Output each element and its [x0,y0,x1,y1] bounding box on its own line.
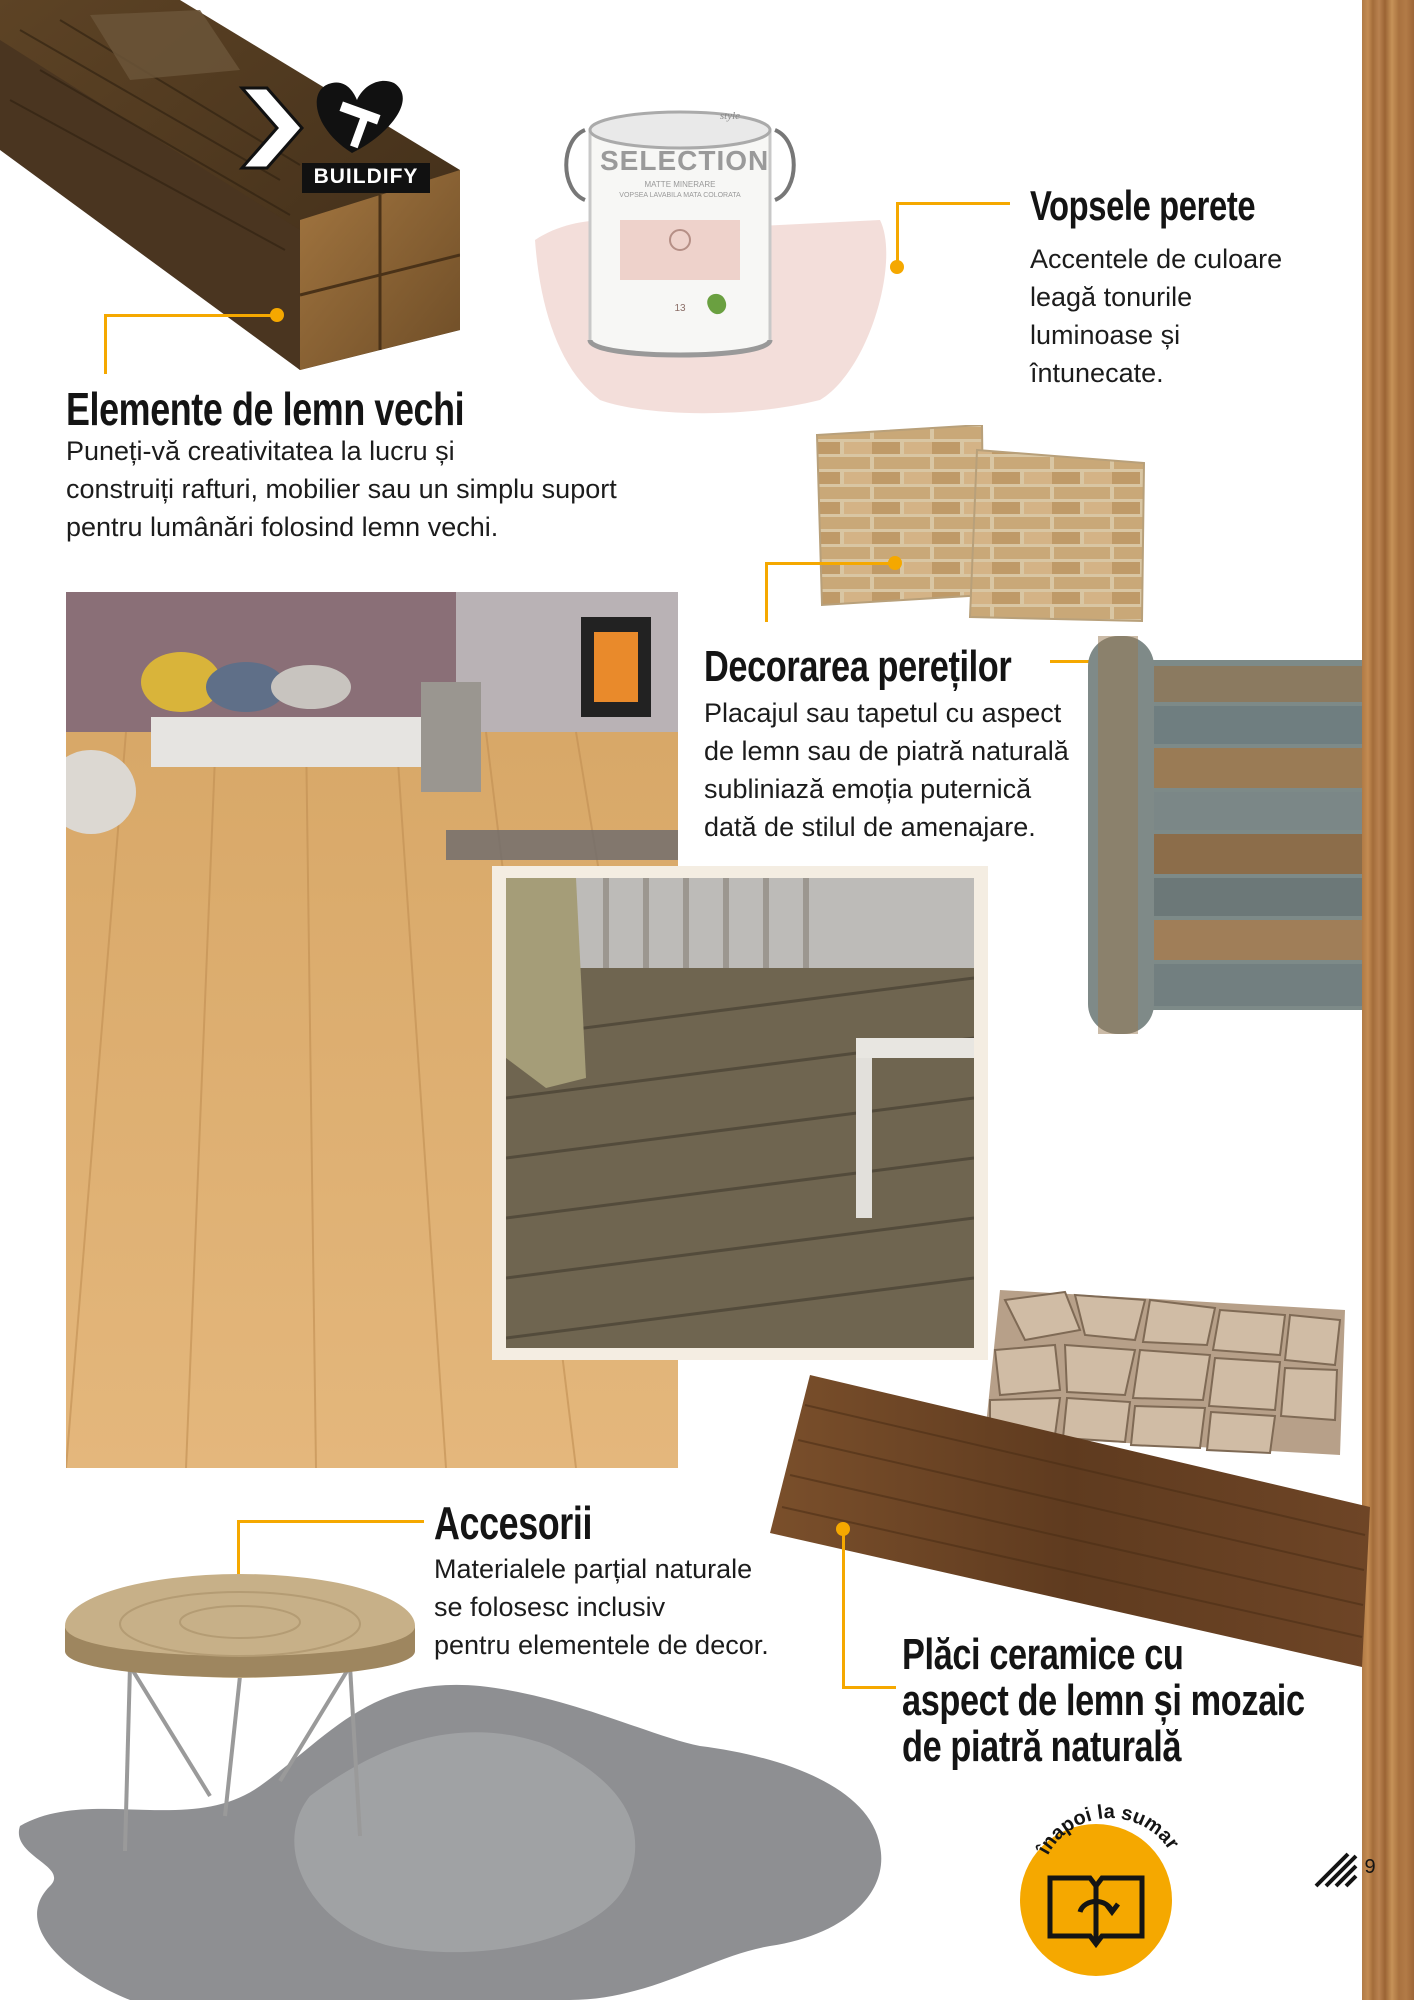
tiles-section-title [902,1632,1305,1770]
brick-wall-tiles-image [812,425,1147,625]
walls-section-text [704,694,1104,846]
back-to-summary-button[interactable] [1010,1786,1200,1976]
page-number: 9 [1364,1856,1376,1878]
accessories-text-line: Materialele parțial naturale [434,1554,753,1584]
paint-can-image [520,70,920,430]
logo-text: BUILDIFY [313,165,419,188]
paint-connector-h [898,202,1010,205]
tiles-title-line: Plăci ceramice cu [902,1630,1184,1679]
paint-line2: VOPSEA LAVABILA MATA COLORATA [619,192,741,199]
wood-section-title: Elemente de lemn vechi [66,383,465,435]
buildify-logo [232,58,442,198]
tiles-connector-v [842,1528,845,1688]
walls-text-line: Placajul sau tapetul cu aspect [704,698,1062,728]
wood-connector-h [104,314,276,317]
paint-product-name: SELECTION [600,145,770,176]
wood-text-line: Puneți-vă creativitatea la lucru și [66,436,455,466]
paint-text-line: întunecate. [1030,358,1164,388]
tiles-title-line: aspect de lemn și mozaic [902,1676,1305,1725]
walls-text-line: subliniază emoția puternică [704,774,1032,804]
wood-wallpaper-roll-image [1088,636,1362,1034]
brand-mark-icon [1312,1850,1358,1890]
paint-number: 13 [674,303,686,314]
tiles-title-line: de piatră naturală [902,1722,1182,1771]
wood-slice-stool-image [60,1566,420,1856]
wood-border-strip [1362,0,1414,2000]
accessories-section-title: Accesorii [434,1497,593,1549]
rustic-wood-floor-image [506,878,974,1348]
paint-text-line: luminoase și [1030,320,1181,350]
walls-section-title: Decorarea pereților [704,642,1012,691]
wood-text-line: construiți rafturi, mobilier sau un simplu suport [66,474,617,504]
walls-connector-v [765,562,768,622]
accessories-text-line: pentru elementele de decor. [434,1630,769,1660]
wood-text-line: pentru lumânări folosind lemn vechi. [66,512,499,542]
back-to-summary-label: înapoi la sumar [1032,1801,1184,1859]
walls-marker-dot [888,556,902,570]
walls-connector-h [766,562,896,565]
paint-marker-dot [890,260,904,274]
paint-line1: MATTE MINERARE [644,180,716,189]
wood-marker-dot [270,308,284,322]
accessories-connector-h [238,1520,424,1523]
paint-brand: style [719,110,741,122]
accessories-section-text [434,1550,794,1664]
walls-text-line: dată de stilul de amenajare. [704,812,1036,842]
wood-section-text [66,432,666,546]
paint-section-text [1030,240,1350,392]
paint-text-line: Accentele de culoare [1030,244,1283,274]
paint-connector-v [896,202,899,266]
accessories-text-line: se folosesc inclusiv [434,1592,666,1622]
rustic-wood-floor-image-frame [492,866,988,1360]
walls-text-line: de lemn sau de piatră naturală [704,736,1069,766]
paint-text-line: leagă tonurile [1030,282,1193,312]
paint-section-title: Vopsele perete [1030,182,1256,229]
wood-connector-v [104,314,107,374]
